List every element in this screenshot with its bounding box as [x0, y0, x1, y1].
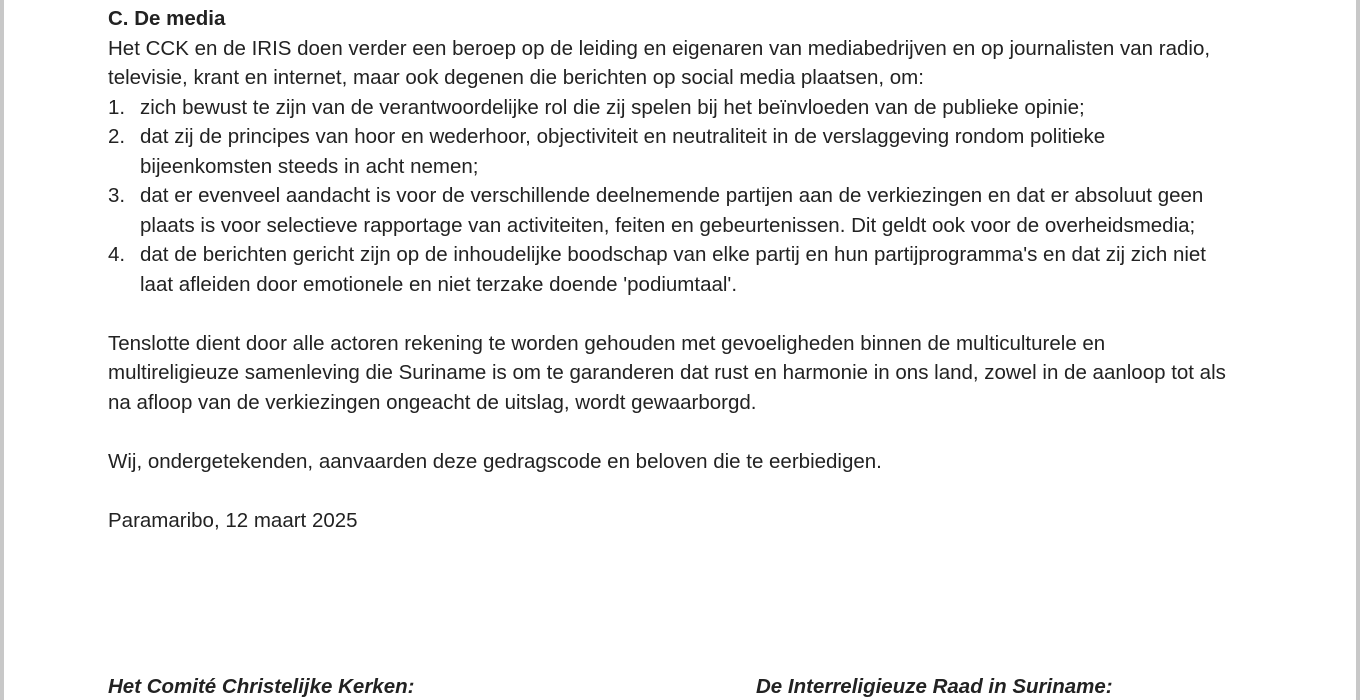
- media-obligations-list: [108, 93, 1228, 300]
- page-right-border: [1356, 0, 1360, 700]
- page-left-border: [0, 0, 4, 700]
- closing-paragraph: Tenslotte dient door alle actoren rekening te worden gehouden met gevoeligheden binnen de multiculturele en multireligieuze samenleving die Suriname is om te garanderen dat rust en harmonie in ons land, zowel in de aanloop tot als na afloop van de verkiezingen ongeacht de uitslag, wordt gewaarborgd.: [108, 331, 1226, 414]
- section-heading: C. De media: [108, 7, 226, 30]
- list-item-text: dat de berichten gericht zijn op de inhoudelijke boodschap van elke partij en hun partijprogramma's en dat zij zich niet laat afleiden door emotionele en niet terzake doende 'podiumtaal'.: [140, 243, 1206, 296]
- signatory-left: Het Comité Christelijke Kerken:: [108, 675, 415, 698]
- paragraph-spacer: [108, 299, 1228, 329]
- list-item-text: dat er evenveel aandacht is voor de verschillende deelnemende partijen aan de verkiezingen en dat er absoluut geen plaats is voor selectieve rapportage van activiteiten, feiten en gebeurtenissen. Dit geldt ook voor de overheidsmedia;: [140, 184, 1204, 237]
- list-item-number: 3.: [108, 184, 126, 207]
- list-item: [108, 181, 1228, 240]
- list-item: [108, 240, 1228, 299]
- list-item-number: 4.: [108, 243, 126, 266]
- list-item-text: zich bewust te zijn van de verantwoordelijke rol die zij spelen bij het beïnvloeden van de publieke opinie;: [140, 95, 1085, 119]
- paragraph-spacer: [108, 417, 1228, 447]
- list-item-number: 2.: [108, 125, 126, 148]
- paragraph-spacer: [108, 476, 1228, 506]
- document-body: [108, 4, 1228, 535]
- list-item-number: 1.: [108, 95, 126, 119]
- place-and-date: Paramaribo, 12 maart 2025: [108, 508, 358, 532]
- signatory-right: De Interreligieuze Raad in Suriname:: [756, 675, 1113, 698]
- acceptance-statement: Wij, ondergetekenden, aanvaarden deze gedragscode en beloven die te eerbiedigen.: [108, 449, 882, 473]
- section-intro: Het CCK en de IRIS doen verder een beroep op de leiding en eigenaren van mediabedrijven en op journalisten van radio, televisie, krant en internet, maar ook degenen die berichten op social media plaatsen, om:: [108, 36, 1211, 89]
- list-item: [108, 122, 1228, 181]
- list-item-text: dat zij de principes van hoor en wederhoor, objectiviteit en neutraliteit in de verslaggeving rondom politieke bijeenkomsten steeds in acht nemen;: [140, 125, 1106, 178]
- list-item: [108, 93, 1228, 123]
